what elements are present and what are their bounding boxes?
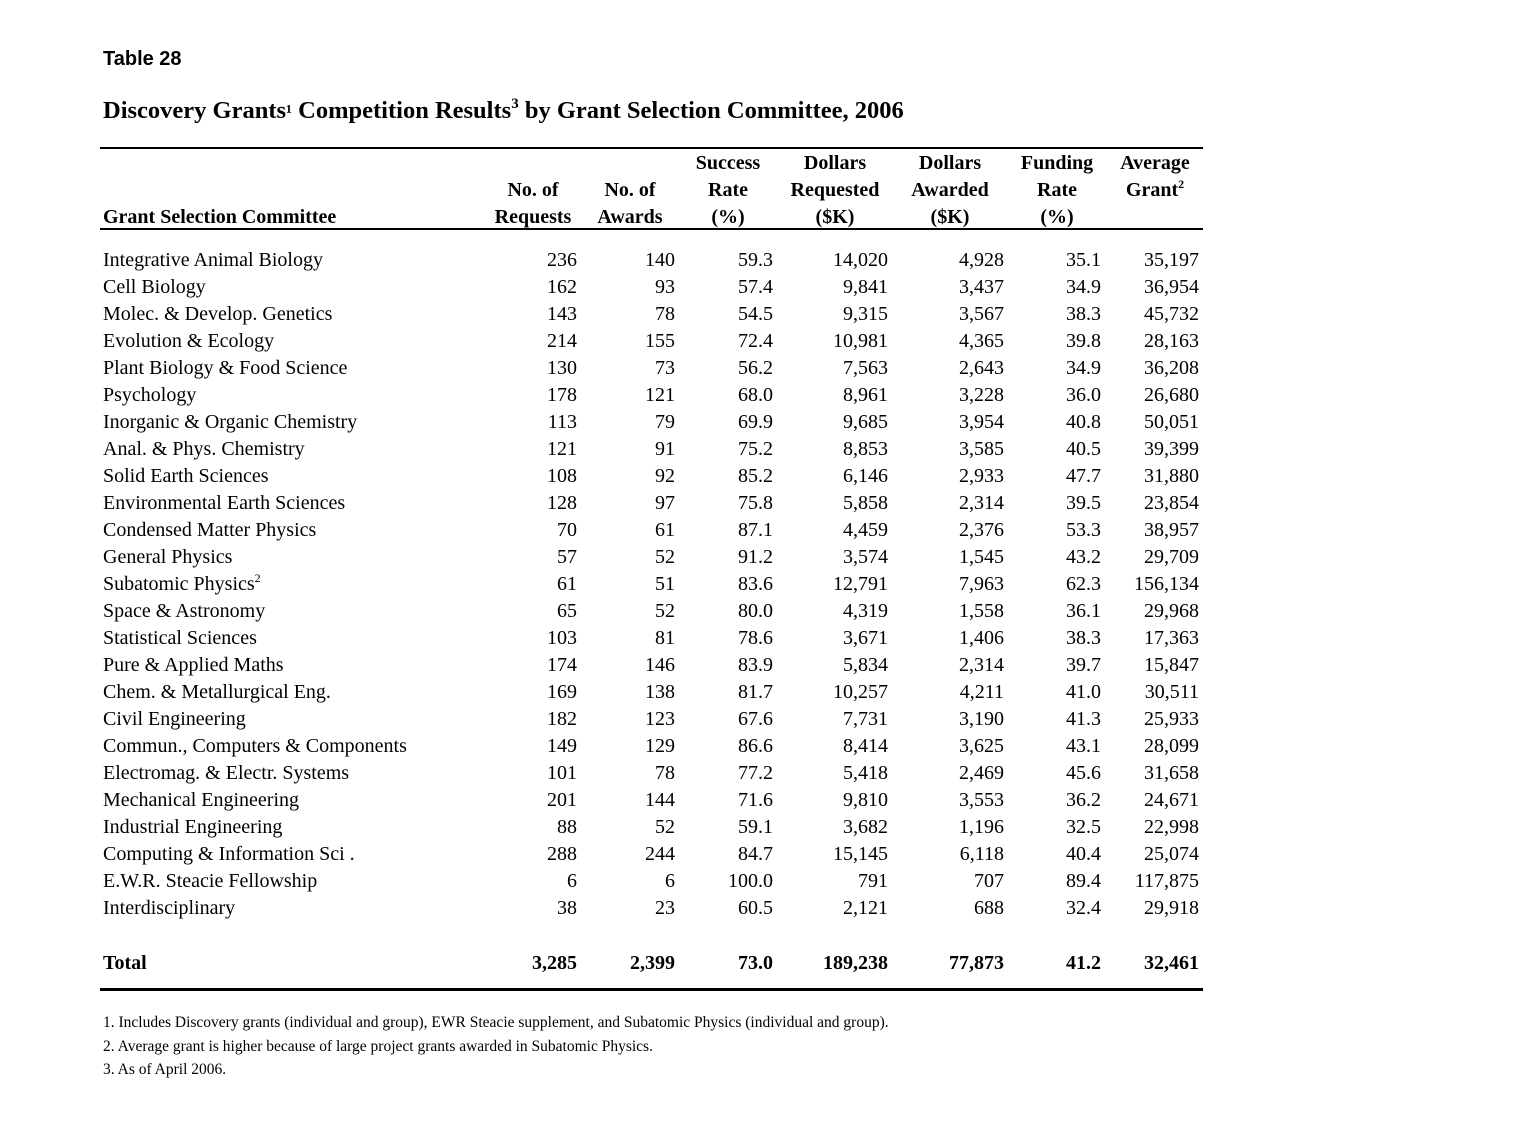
funding-rate-value: 89.4 bbox=[1066, 870, 1101, 892]
requests-value: 178 bbox=[547, 384, 577, 406]
dollars-requested-value: 7,563 bbox=[843, 357, 888, 379]
dollars-requested-value: 5,418 bbox=[843, 762, 888, 784]
total-dollars-awarded: 77,873 bbox=[949, 952, 1004, 974]
committee-name: Subatomic Physics$^2$ bbox=[103, 571, 261, 595]
dollars-awarded-value: 3,625 bbox=[959, 735, 1004, 757]
dollars-requested-value: 8,414 bbox=[843, 735, 888, 757]
table-row bbox=[0, 652, 1513, 679]
success-rate-value: 78.6 bbox=[738, 627, 773, 649]
average-grant-value: 17,363 bbox=[1144, 627, 1199, 649]
average-grant-value: 25,933 bbox=[1144, 708, 1199, 730]
success-rate-value: 80.0 bbox=[738, 600, 773, 622]
table-row bbox=[0, 814, 1513, 841]
average-grant-value: 36,954 bbox=[1144, 276, 1199, 298]
awards-value: 144 bbox=[645, 789, 675, 811]
awards-value: 91 bbox=[655, 438, 675, 460]
requests-value: 70 bbox=[557, 519, 577, 541]
awards-value: 92 bbox=[655, 465, 675, 487]
average-grant-value: 156,134 bbox=[1134, 573, 1199, 595]
committee-name: Solid Earth Sciences bbox=[103, 465, 269, 487]
header-awards: No. of Awards bbox=[597, 179, 663, 228]
title-part-3: by Grant Selection Committee, 2006 bbox=[518, 97, 904, 124]
requests-value: 182 bbox=[547, 708, 577, 730]
committee-name: Civil Engineering bbox=[103, 708, 246, 730]
footnote-1: 1. Includes Discovery grants (individual and group), EWR Steacie supplement, and Subatomic Physics (individual and group). bbox=[103, 1014, 889, 1031]
requests-value: 103 bbox=[547, 627, 577, 649]
average-grant-value: 30,511 bbox=[1144, 681, 1199, 703]
committee-name: Environmental Earth Sciences bbox=[103, 492, 346, 514]
success-rate-value: 59.1 bbox=[738, 816, 773, 838]
title-footnote-marker-1: ¹ bbox=[286, 101, 293, 123]
requests-value: 214 bbox=[547, 330, 577, 352]
average-grant-value: 29,709 bbox=[1144, 546, 1199, 568]
header-average-grant: Average Grant$^2$ bbox=[1120, 152, 1190, 201]
requests-value: 113 bbox=[547, 411, 577, 433]
table-body bbox=[0, 247, 1513, 922]
requests-value: 57 bbox=[557, 546, 577, 568]
awards-value: 78 bbox=[655, 762, 675, 784]
total-success-rate: 73.0 bbox=[738, 952, 773, 974]
requests-value: 101 bbox=[547, 762, 577, 784]
success-rate-value: 60.5 bbox=[738, 897, 773, 919]
average-grant-value: 23,854 bbox=[1144, 492, 1199, 514]
dollars-requested-value: 4,319 bbox=[843, 600, 888, 622]
table-row bbox=[0, 841, 1513, 868]
dollars-requested-value: 15,145 bbox=[833, 843, 888, 865]
funding-rate-value: 45.6 bbox=[1066, 762, 1101, 784]
awards-value: 146 bbox=[645, 654, 675, 676]
average-grant-value: 36,208 bbox=[1144, 357, 1199, 379]
success-rate-value: 69.9 bbox=[738, 411, 773, 433]
funding-rate-value: 43.1 bbox=[1066, 735, 1101, 757]
funding-rate-value: 43.2 bbox=[1066, 546, 1101, 568]
committee-name: Interdisciplinary bbox=[103, 897, 236, 919]
funding-rate-value: 34.9 bbox=[1066, 276, 1101, 298]
success-rate-value: 75.8 bbox=[738, 492, 773, 514]
success-rate-value: 54.5 bbox=[738, 303, 773, 325]
average-grant-value: 117,875 bbox=[1134, 870, 1199, 892]
table-row bbox=[0, 463, 1513, 490]
dollars-requested-value: 3,574 bbox=[843, 546, 888, 568]
success-rate-value: 57.4 bbox=[738, 276, 773, 298]
success-rate-value: 83.9 bbox=[738, 654, 773, 676]
committee-name: Psychology bbox=[103, 384, 197, 406]
table-row bbox=[0, 517, 1513, 544]
average-grant-value: 38,957 bbox=[1144, 519, 1199, 541]
total-row bbox=[0, 950, 1513, 977]
funding-rate-value: 36.1 bbox=[1066, 600, 1101, 622]
top-rule bbox=[100, 147, 1203, 149]
requests-value: 143 bbox=[547, 303, 577, 325]
table-row bbox=[0, 247, 1513, 274]
dollars-requested-value: 6,146 bbox=[843, 465, 888, 487]
awards-value: 140 bbox=[645, 249, 675, 271]
requests-value: 130 bbox=[547, 357, 577, 379]
table-row bbox=[0, 490, 1513, 517]
dollars-awarded-value: 2,376 bbox=[959, 519, 1004, 541]
table-row bbox=[0, 355, 1513, 382]
requests-value: 128 bbox=[547, 492, 577, 514]
title-part-2: Competition Results bbox=[292, 97, 512, 124]
average-grant-value: 29,968 bbox=[1144, 600, 1199, 622]
average-grant-value: 45,732 bbox=[1144, 303, 1199, 325]
table-row bbox=[0, 382, 1513, 409]
table-row bbox=[0, 436, 1513, 463]
awards-value: 97 bbox=[655, 492, 675, 514]
dollars-requested-value: 5,834 bbox=[843, 654, 888, 676]
footnote-3: 3. As of April 2006. bbox=[103, 1061, 227, 1078]
funding-rate-value: 41.3 bbox=[1066, 708, 1101, 730]
table-row bbox=[0, 733, 1513, 760]
average-grant-value: 25,074 bbox=[1144, 843, 1199, 865]
requests-value: 61 bbox=[557, 573, 577, 595]
header-dollars-awarded: Dollars Awarded ($K) bbox=[911, 152, 989, 228]
committee-name: Commun., Computers & Components bbox=[103, 735, 407, 757]
table-row bbox=[0, 544, 1513, 571]
awards-value: 61 bbox=[655, 519, 675, 541]
committee-name: Anal. & Phys. Chemistry bbox=[103, 438, 305, 460]
dollars-awarded-value: 3,585 bbox=[959, 438, 1004, 460]
page-title bbox=[103, 97, 904, 125]
average-grant-value: 31,658 bbox=[1144, 762, 1199, 784]
success-rate-value: 67.6 bbox=[738, 708, 773, 730]
dollars-requested-value: 9,810 bbox=[843, 789, 888, 811]
header-success-rate: Success Rate (%) bbox=[695, 152, 761, 228]
requests-value: 149 bbox=[547, 735, 577, 757]
requests-value: 174 bbox=[547, 654, 577, 676]
committee-name: Electromag. & Electr. Systems bbox=[103, 762, 350, 784]
dollars-awarded-value: 3,190 bbox=[959, 708, 1004, 730]
awards-value: 79 bbox=[655, 411, 675, 433]
dollars-requested-value: 9,685 bbox=[843, 411, 888, 433]
requests-value: 201 bbox=[547, 789, 577, 811]
dollars-awarded-value: 1,406 bbox=[959, 627, 1004, 649]
funding-rate-value: 35.1 bbox=[1066, 249, 1101, 271]
dollars-requested-value: 10,981 bbox=[833, 330, 888, 352]
awards-value: 138 bbox=[645, 681, 675, 703]
funding-rate-value: 38.3 bbox=[1066, 627, 1101, 649]
committee-name: Space & Astronomy bbox=[103, 600, 266, 622]
funding-rate-value: 39.8 bbox=[1066, 330, 1101, 352]
requests-value: 288 bbox=[547, 843, 577, 865]
dollars-requested-value: 10,257 bbox=[833, 681, 888, 703]
total-dollars-requested: 189,238 bbox=[823, 952, 888, 974]
dollars-awarded-value: 2,933 bbox=[959, 465, 1004, 487]
awards-value: 129 bbox=[645, 735, 675, 757]
table-row bbox=[0, 895, 1513, 922]
committee-name: Mechanical Engineering bbox=[103, 789, 300, 811]
dollars-awarded-value: 2,469 bbox=[959, 762, 1004, 784]
requests-value: 65 bbox=[557, 600, 577, 622]
average-grant-footnote-marker: 2 bbox=[1178, 177, 1185, 191]
success-rate-value: 71.6 bbox=[738, 789, 773, 811]
requests-value: 236 bbox=[547, 249, 577, 271]
footnote-2: 2. Average grant is higher because of large project grants awarded in Subatomic Physics. bbox=[103, 1037, 653, 1055]
dollars-awarded-value: 4,928 bbox=[959, 249, 1004, 271]
success-rate-value: 72.4 bbox=[738, 330, 773, 352]
average-grant-value: 50,051 bbox=[1144, 411, 1199, 433]
dollars-requested-value: 4,459 bbox=[843, 519, 888, 541]
requests-value: 169 bbox=[547, 681, 577, 703]
funding-rate-value: 40.4 bbox=[1066, 843, 1101, 865]
awards-value: 81 bbox=[655, 627, 675, 649]
dollars-requested-value: 9,315 bbox=[843, 303, 888, 325]
success-rate-value: 87.1 bbox=[738, 519, 773, 541]
dollars-awarded-value: 688 bbox=[974, 897, 1004, 919]
header-requests: No. of Requests bbox=[494, 179, 572, 228]
funding-rate-value: 40.8 bbox=[1066, 411, 1101, 433]
success-rate-value: 59.3 bbox=[738, 249, 773, 271]
table-row bbox=[0, 706, 1513, 733]
header-rule bbox=[100, 228, 1203, 230]
total-funding-rate: 41.2 bbox=[1066, 952, 1101, 974]
success-rate-value: 68.0 bbox=[738, 384, 773, 406]
funding-rate-value: 53.3 bbox=[1066, 519, 1101, 541]
awards-value: 52 bbox=[655, 816, 675, 838]
dollars-awarded-value: 3,954 bbox=[959, 411, 1004, 433]
dollars-requested-value: 14,020 bbox=[833, 249, 888, 271]
dollars-requested-value: 5,858 bbox=[843, 492, 888, 514]
funding-rate-value: 32.5 bbox=[1066, 816, 1101, 838]
funding-rate-value: 41.0 bbox=[1066, 681, 1101, 703]
committee-name: Computing & Information Sci . bbox=[103, 843, 355, 865]
header-funding-rate: Funding Rate (%) bbox=[1020, 152, 1094, 228]
table-row bbox=[0, 571, 1513, 598]
total-awards: 2,399 bbox=[630, 952, 675, 974]
dollars-requested-value: 3,682 bbox=[843, 816, 888, 838]
title-part-1: Discovery Grants bbox=[103, 97, 287, 124]
committee-name: E.W.R. Steacie Fellowship bbox=[103, 870, 318, 892]
dollars-requested-value: 8,853 bbox=[843, 438, 888, 460]
average-grant-value: 24,671 bbox=[1144, 789, 1199, 811]
committee-name: Molec. & Develop. Genetics bbox=[103, 303, 333, 325]
success-rate-value: 84.7 bbox=[738, 843, 773, 865]
dollars-awarded-value: 707 bbox=[974, 870, 1004, 892]
awards-value: 244 bbox=[645, 843, 675, 865]
funding-rate-value: 36.0 bbox=[1066, 384, 1101, 406]
success-rate-value: 91.2 bbox=[738, 546, 773, 568]
awards-value: 52 bbox=[655, 600, 675, 622]
awards-value: 121 bbox=[645, 384, 675, 406]
dollars-awarded-value: 3,228 bbox=[959, 384, 1004, 406]
committee-name: Pure & Applied Maths bbox=[103, 654, 284, 676]
dollars-awarded-value: 3,553 bbox=[959, 789, 1004, 811]
average-grant-value: 35,197 bbox=[1144, 249, 1199, 271]
dollars-awarded-value: 4,211 bbox=[959, 681, 1004, 703]
awards-value: 52 bbox=[655, 546, 675, 568]
average-grant-value: 26,680 bbox=[1144, 384, 1199, 406]
table-row bbox=[0, 328, 1513, 355]
footnote-marker: 2 bbox=[254, 571, 261, 585]
footnotes bbox=[103, 1011, 889, 1082]
success-rate-value: 75.2 bbox=[738, 438, 773, 460]
dollars-awarded-value: 2,314 bbox=[959, 492, 1004, 514]
header-committee-label: Grant Selection Committee bbox=[103, 206, 337, 228]
committee-name: General Physics bbox=[103, 546, 233, 568]
table-row bbox=[0, 679, 1513, 706]
requests-value: 6 bbox=[567, 870, 577, 892]
awards-value: 23 bbox=[655, 897, 675, 919]
awards-value: 78 bbox=[655, 303, 675, 325]
funding-rate-value: 32.4 bbox=[1066, 897, 1101, 919]
dollars-awarded-value: 3,567 bbox=[959, 303, 1004, 325]
average-grant-value: 28,163 bbox=[1144, 330, 1199, 352]
dollars-awarded-value: 1,196 bbox=[959, 816, 1004, 838]
success-rate-value: 56.2 bbox=[738, 357, 773, 379]
awards-value: 155 bbox=[645, 330, 675, 352]
header-committee bbox=[103, 150, 336, 231]
funding-rate-value: 47.7 bbox=[1066, 465, 1101, 487]
funding-rate-value: 39.7 bbox=[1066, 654, 1101, 676]
table-row bbox=[0, 625, 1513, 652]
funding-rate-value: 40.5 bbox=[1066, 438, 1101, 460]
table-label: Table 28 bbox=[103, 48, 182, 70]
total-average-grant: 32,461 bbox=[1144, 952, 1199, 974]
requests-value: 88 bbox=[557, 816, 577, 838]
awards-value: 73 bbox=[655, 357, 675, 379]
table-row bbox=[0, 868, 1513, 895]
table-row bbox=[0, 274, 1513, 301]
dollars-awarded-value: 7,963 bbox=[959, 573, 1004, 595]
funding-rate-value: 39.5 bbox=[1066, 492, 1101, 514]
dollars-requested-value: 3,671 bbox=[843, 627, 888, 649]
success-rate-value: 81.7 bbox=[738, 681, 773, 703]
committee-name: Integrative Animal Biology bbox=[103, 249, 323, 271]
success-rate-value: 83.6 bbox=[738, 573, 773, 595]
header-dollars-requested: Dollars Requested ($K) bbox=[790, 152, 880, 228]
committee-name: Industrial Engineering bbox=[103, 816, 283, 838]
awards-value: 93 bbox=[655, 276, 675, 298]
dollars-requested-value: 9,841 bbox=[843, 276, 888, 298]
dollars-awarded-value: 4,365 bbox=[959, 330, 1004, 352]
committee-name: Condensed Matter Physics bbox=[103, 519, 317, 541]
table-row bbox=[0, 787, 1513, 814]
average-grant-value: 28,099 bbox=[1144, 735, 1199, 757]
success-rate-value: 77.2 bbox=[738, 762, 773, 784]
dollars-requested-value: 2,121 bbox=[843, 897, 888, 919]
awards-value: 6 bbox=[665, 870, 675, 892]
funding-rate-value: 36.2 bbox=[1066, 789, 1101, 811]
dollars-awarded-value: 6,118 bbox=[959, 843, 1004, 865]
committee-name: Statistical Sciences bbox=[103, 627, 257, 649]
dollars-awarded-value: 1,558 bbox=[959, 600, 1004, 622]
table-row bbox=[0, 760, 1513, 787]
committee-name: Chem. & Metallurgical Eng. bbox=[103, 681, 331, 703]
awards-value: 123 bbox=[645, 708, 675, 730]
table-header bbox=[0, 150, 1513, 228]
dollars-awarded-value: 3,437 bbox=[959, 276, 1004, 298]
table-row bbox=[0, 301, 1513, 328]
requests-value: 121 bbox=[547, 438, 577, 460]
table-row bbox=[0, 598, 1513, 625]
dollars-awarded-value: 2,314 bbox=[959, 654, 1004, 676]
success-rate-value: 85.2 bbox=[738, 465, 773, 487]
funding-rate-value: 62.3 bbox=[1066, 573, 1101, 595]
total-requests: 3,285 bbox=[532, 952, 577, 974]
dollars-requested-value: 12,791 bbox=[833, 573, 888, 595]
dollars-awarded-value: 1,545 bbox=[959, 546, 1004, 568]
committee-name: Inorganic & Organic Chemistry bbox=[103, 411, 358, 433]
committee-name: Evolution & Ecology bbox=[103, 330, 275, 352]
funding-rate-value: 34.9 bbox=[1066, 357, 1101, 379]
title-footnote-marker-3: 3 bbox=[511, 96, 519, 112]
requests-value: 108 bbox=[547, 465, 577, 487]
average-grant-value: 29,918 bbox=[1144, 897, 1199, 919]
average-grant-value: 22,998 bbox=[1144, 816, 1199, 838]
committee-name: Cell Biology bbox=[103, 276, 206, 298]
committee-name: Plant Biology & Food Science bbox=[103, 357, 348, 379]
average-grant-value: 15,847 bbox=[1144, 654, 1199, 676]
success-rate-value: 86.6 bbox=[738, 735, 773, 757]
dollars-requested-value: 791 bbox=[858, 870, 888, 892]
funding-rate-value: 38.3 bbox=[1066, 303, 1101, 325]
requests-value: 38 bbox=[557, 897, 577, 919]
success-rate-value: 100.0 bbox=[728, 870, 773, 892]
requests-value: 162 bbox=[547, 276, 577, 298]
dollars-awarded-value: 2,643 bbox=[959, 357, 1004, 379]
table-row bbox=[0, 409, 1513, 436]
average-grant-value: 39,399 bbox=[1144, 438, 1199, 460]
total-label: Total bbox=[103, 952, 147, 974]
dollars-requested-value: 8,961 bbox=[843, 384, 888, 406]
awards-value: 51 bbox=[655, 573, 675, 595]
dollars-requested-value: 7,731 bbox=[843, 708, 888, 730]
average-grant-value: 31,880 bbox=[1144, 465, 1199, 487]
bottom-rule bbox=[100, 988, 1203, 991]
